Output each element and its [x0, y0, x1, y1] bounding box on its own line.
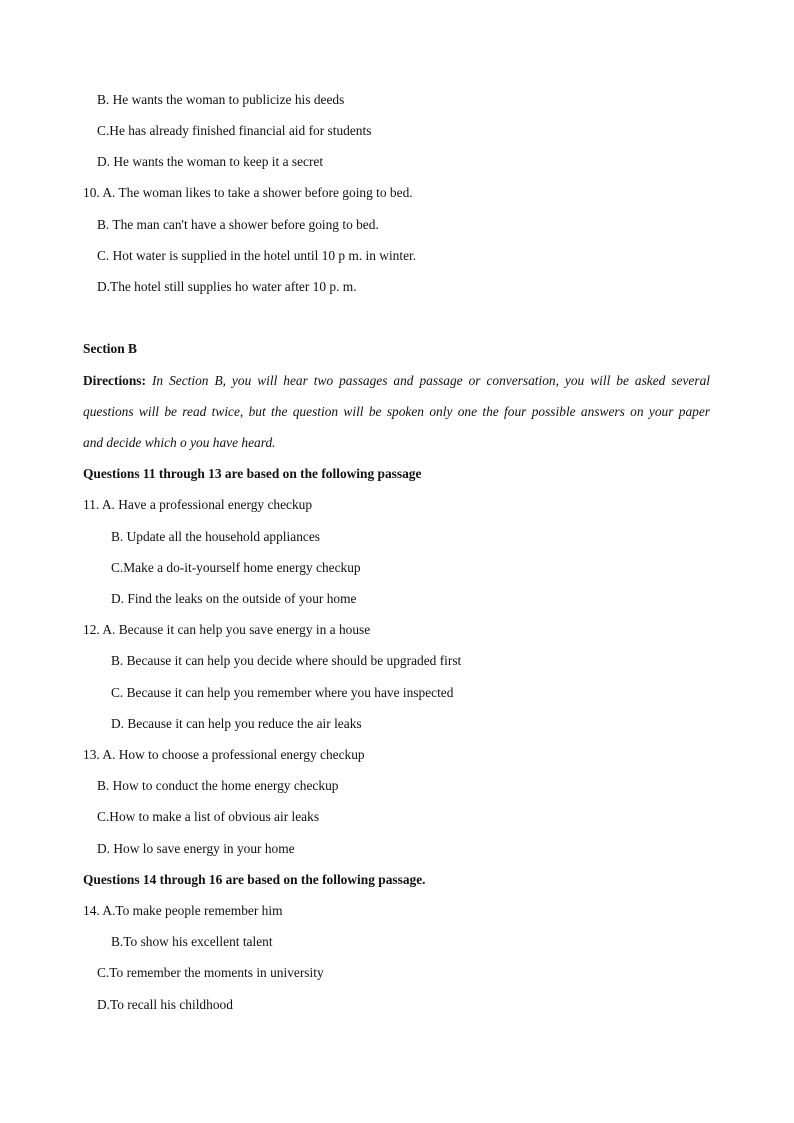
directions-line-3: and decide which o you have heard.: [83, 435, 276, 450]
q11-option-d: D. Find the leaks on the outside of your home: [111, 591, 357, 606]
q9-option-b: B. He wants the woman to publicize his deeds: [97, 92, 345, 107]
q10-option-c: C. Hot water is supplied in the hotel until 10 p m. in winter.: [97, 248, 417, 263]
q14-option-a: 14. A.To make people remember him: [83, 903, 283, 918]
q13-option-d: D. How lo save energy in your home: [97, 841, 295, 856]
q12-option-c: C. Because it can help you remember where you have inspected: [111, 685, 454, 700]
section-b-heading: Section B: [83, 341, 137, 356]
directions-label: Directions:: [83, 373, 146, 388]
q13-option-b: B. How to conduct the home energy checkup: [97, 778, 339, 793]
directions-line-1: [83, 373, 710, 389]
directions-text-1: In Section B, you will hear two passages and passage or conversation, you will be asked several: [151, 373, 710, 388]
q10-option-b: B. The man can't have a shower before going to bed.: [97, 217, 379, 232]
q11-option-b: B. Update all the household appliances: [111, 529, 320, 544]
q10-option-a: 10. A. The woman likes to take a shower before going to bed.: [83, 185, 413, 200]
q13-option-c: C.How to make a list of obvious air leaks: [97, 809, 320, 824]
q12-option-b: B. Because it can help you decide where should be upgraded first: [111, 653, 462, 668]
q12-option-d: D. Because it can help you reduce the air leaks: [111, 716, 362, 731]
q13-option-a: 13. A. How to choose a professional energy checkup: [83, 747, 365, 762]
q14-option-b: B.To show his excellent talent: [111, 934, 273, 949]
q9-option-d: D. He wants the woman to keep it a secret: [97, 154, 324, 169]
q10-option-d: D.The hotel still supplies ho water after 10 p. m.: [97, 279, 357, 294]
questions-11-13-heading: Questions 11 through 13 are based on the following passage: [83, 466, 422, 481]
q14-option-c: C.To remember the moments in university: [97, 965, 324, 980]
q11-option-c: C.Make a do-it-yourself home energy checkup: [111, 560, 361, 575]
q11-option-a: 11. A. Have a professional energy checkup: [83, 497, 313, 512]
q14-option-d: D.To recall his childhood: [97, 997, 233, 1012]
q12-option-a: 12. A. Because it can help you save energy in a house: [83, 622, 371, 637]
q9-option-c: C.He has already finished financial aid for students: [97, 123, 372, 138]
questions-14-16-heading: Questions 14 through 16 are based on the following passage.: [83, 872, 426, 887]
directions-line-2: questions will be read twice, but the question will be spoken only one the four possible answers on your paper: [83, 404, 710, 419]
